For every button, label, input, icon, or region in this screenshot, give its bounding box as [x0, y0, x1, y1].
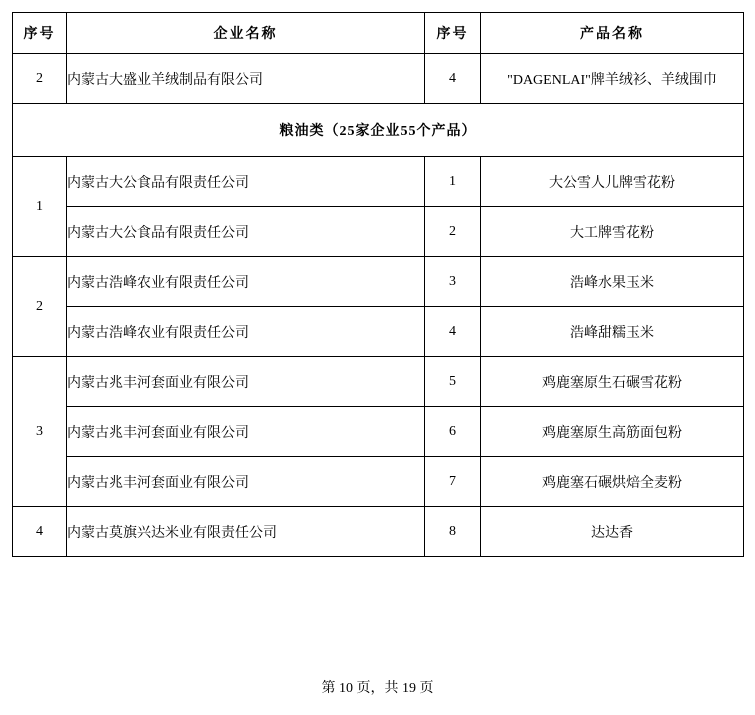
row-product-index: 8 — [425, 507, 481, 557]
table-row — [13, 407, 744, 457]
row-enterprise: 内蒙古浩峰农业有限责任公司 — [67, 257, 425, 307]
row-enterprise: 内蒙古大公食品有限责任公司 — [67, 207, 425, 257]
row-product-index: 4 — [425, 307, 481, 357]
row-product: "DAGENLAI"牌羊绒衫、羊绒围巾 — [481, 54, 744, 104]
row-product: 达达香 — [481, 507, 744, 557]
row-enterprise: 内蒙古大公食品有限责任公司 — [67, 157, 425, 207]
table-row — [13, 207, 744, 257]
row-index: 3 — [13, 357, 67, 507]
row-product-index: 6 — [425, 407, 481, 457]
row-product: 大公雪人儿牌雪花粉 — [481, 157, 744, 207]
row-enterprise: 内蒙古兆丰河套面业有限公司 — [67, 407, 425, 457]
table-row — [13, 457, 744, 507]
row-product-index: 1 — [425, 157, 481, 207]
table-row — [13, 307, 744, 357]
row-enterprise: 内蒙古兆丰河套面业有限公司 — [67, 457, 425, 507]
header-cell-product: 产品名称 — [481, 13, 744, 54]
table-row — [13, 507, 744, 557]
table-row — [13, 157, 744, 207]
row-product: 鸡鹿塞原生石碾雪花粉 — [481, 357, 744, 407]
row-product-index: 7 — [425, 457, 481, 507]
row-enterprise: 内蒙古浩峰农业有限责任公司 — [67, 307, 425, 357]
row-index: 2 — [13, 257, 67, 357]
row-enterprise: 内蒙古莫旗兴达米业有限责任公司 — [67, 507, 425, 557]
row-product-index: 5 — [425, 357, 481, 407]
header-cell-enterprise: 企业名称 — [67, 13, 425, 54]
row-product-index: 3 — [425, 257, 481, 307]
table-row — [13, 54, 744, 104]
row-index: 1 — [13, 157, 67, 257]
row-index: 4 — [13, 507, 67, 557]
table-row — [13, 257, 744, 307]
row-enterprise: 内蒙古兆丰河套面业有限公司 — [67, 357, 425, 407]
row-product-index: 2 — [425, 207, 481, 257]
row-product-index: 4 — [425, 54, 481, 104]
page-footer: 第 10 页，共 19 页 — [321, 681, 434, 696]
header-cell-product-index: 序号 — [425, 13, 481, 54]
row-product: 浩峰水果玉米 — [481, 257, 744, 307]
row-product: 鸡鹿塞石碾烘焙全麦粉 — [481, 457, 744, 507]
section-row — [13, 104, 744, 157]
table-row — [13, 357, 744, 407]
table-header-row — [13, 13, 744, 54]
row-product: 大工牌雪花粉 — [481, 207, 744, 257]
row-index: 2 — [13, 54, 67, 104]
row-product: 鸡鹿塞原生高筋面包粉 — [481, 407, 744, 457]
row-product: 浩峰甜糯玉米 — [481, 307, 744, 357]
document-page — [0, 12, 755, 715]
product-list-table — [12, 12, 744, 557]
row-enterprise: 内蒙古大盛业羊绒制品有限公司 — [67, 54, 425, 104]
header-cell-index: 序号 — [13, 13, 67, 54]
section-title: 粮油类（25家企业55个产品） — [13, 104, 744, 157]
